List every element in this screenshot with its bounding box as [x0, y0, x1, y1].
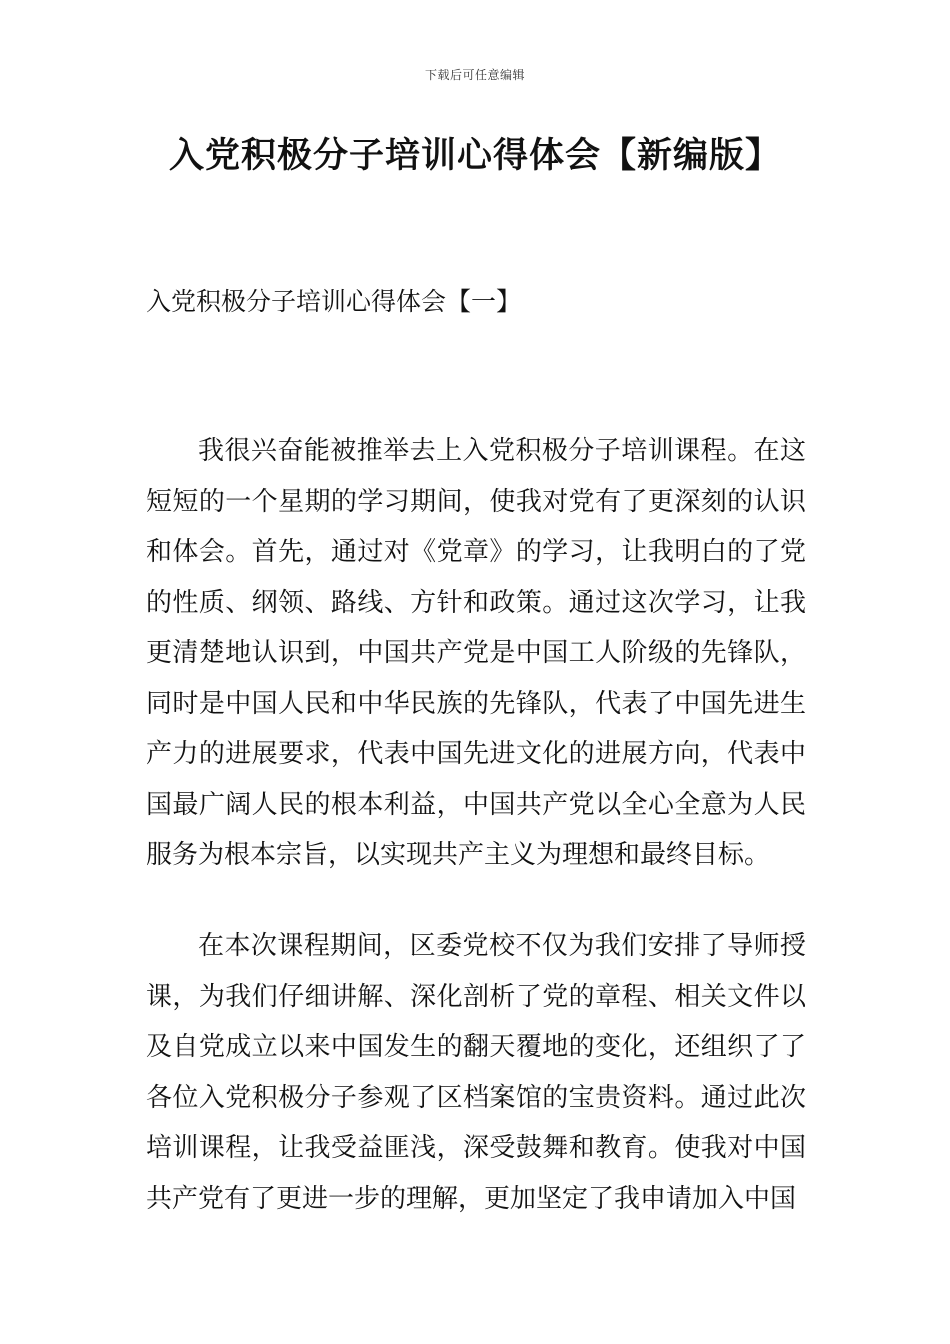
body-paragraph: 我很兴奋能被推举去上入党积极分子培训课程。在这短短的一个星期的学习期间，使我对党有了更深刻的认识和体会。首先，通过对《党章》的学习，让我明白的了党的性质、纲领、路线、方针和政策。通过这次学习，让我更清楚地认识到，中国共产党是中国工人阶级的先锋队，同时是中国人民和中华民族的先锋队，代表了中国先进生产力的进展要求，代表中国先进文化的进展方向，代表中国最广阔人民的根本利益，中国共产党以全心全意为人民服务为根本宗旨，以实现共产主义为理想和最终目标。: [146, 436, 806, 870]
section-heading: 入党积极分子培训心得体会【一】: [146, 287, 522, 316]
body-paragraph: 在本次课程期间，区委党校不仅为我们安排了导师授课，为我们仔细讲解、深化剖析了党的章程、相关文件以及自党成立以来中国发生的翻天覆地的变化，还组织了了各位入党积极分子参观了区档案馆的宝贵资料。通过此次培训课程，让我受益匪浅，深受鼓舞和教育。使我对中国共产党有了更进一步的理解，更加坚定了我申请加入中国: [146, 931, 806, 1214]
body-paragraph-1-container: [146, 426, 806, 881]
document-title: 入党积极分子培训心得体会【新编版】: [168, 136, 781, 176]
header-note: 下载后可任意编辑: [424, 68, 525, 82]
body-paragraph-2-container: [146, 921, 806, 1224]
